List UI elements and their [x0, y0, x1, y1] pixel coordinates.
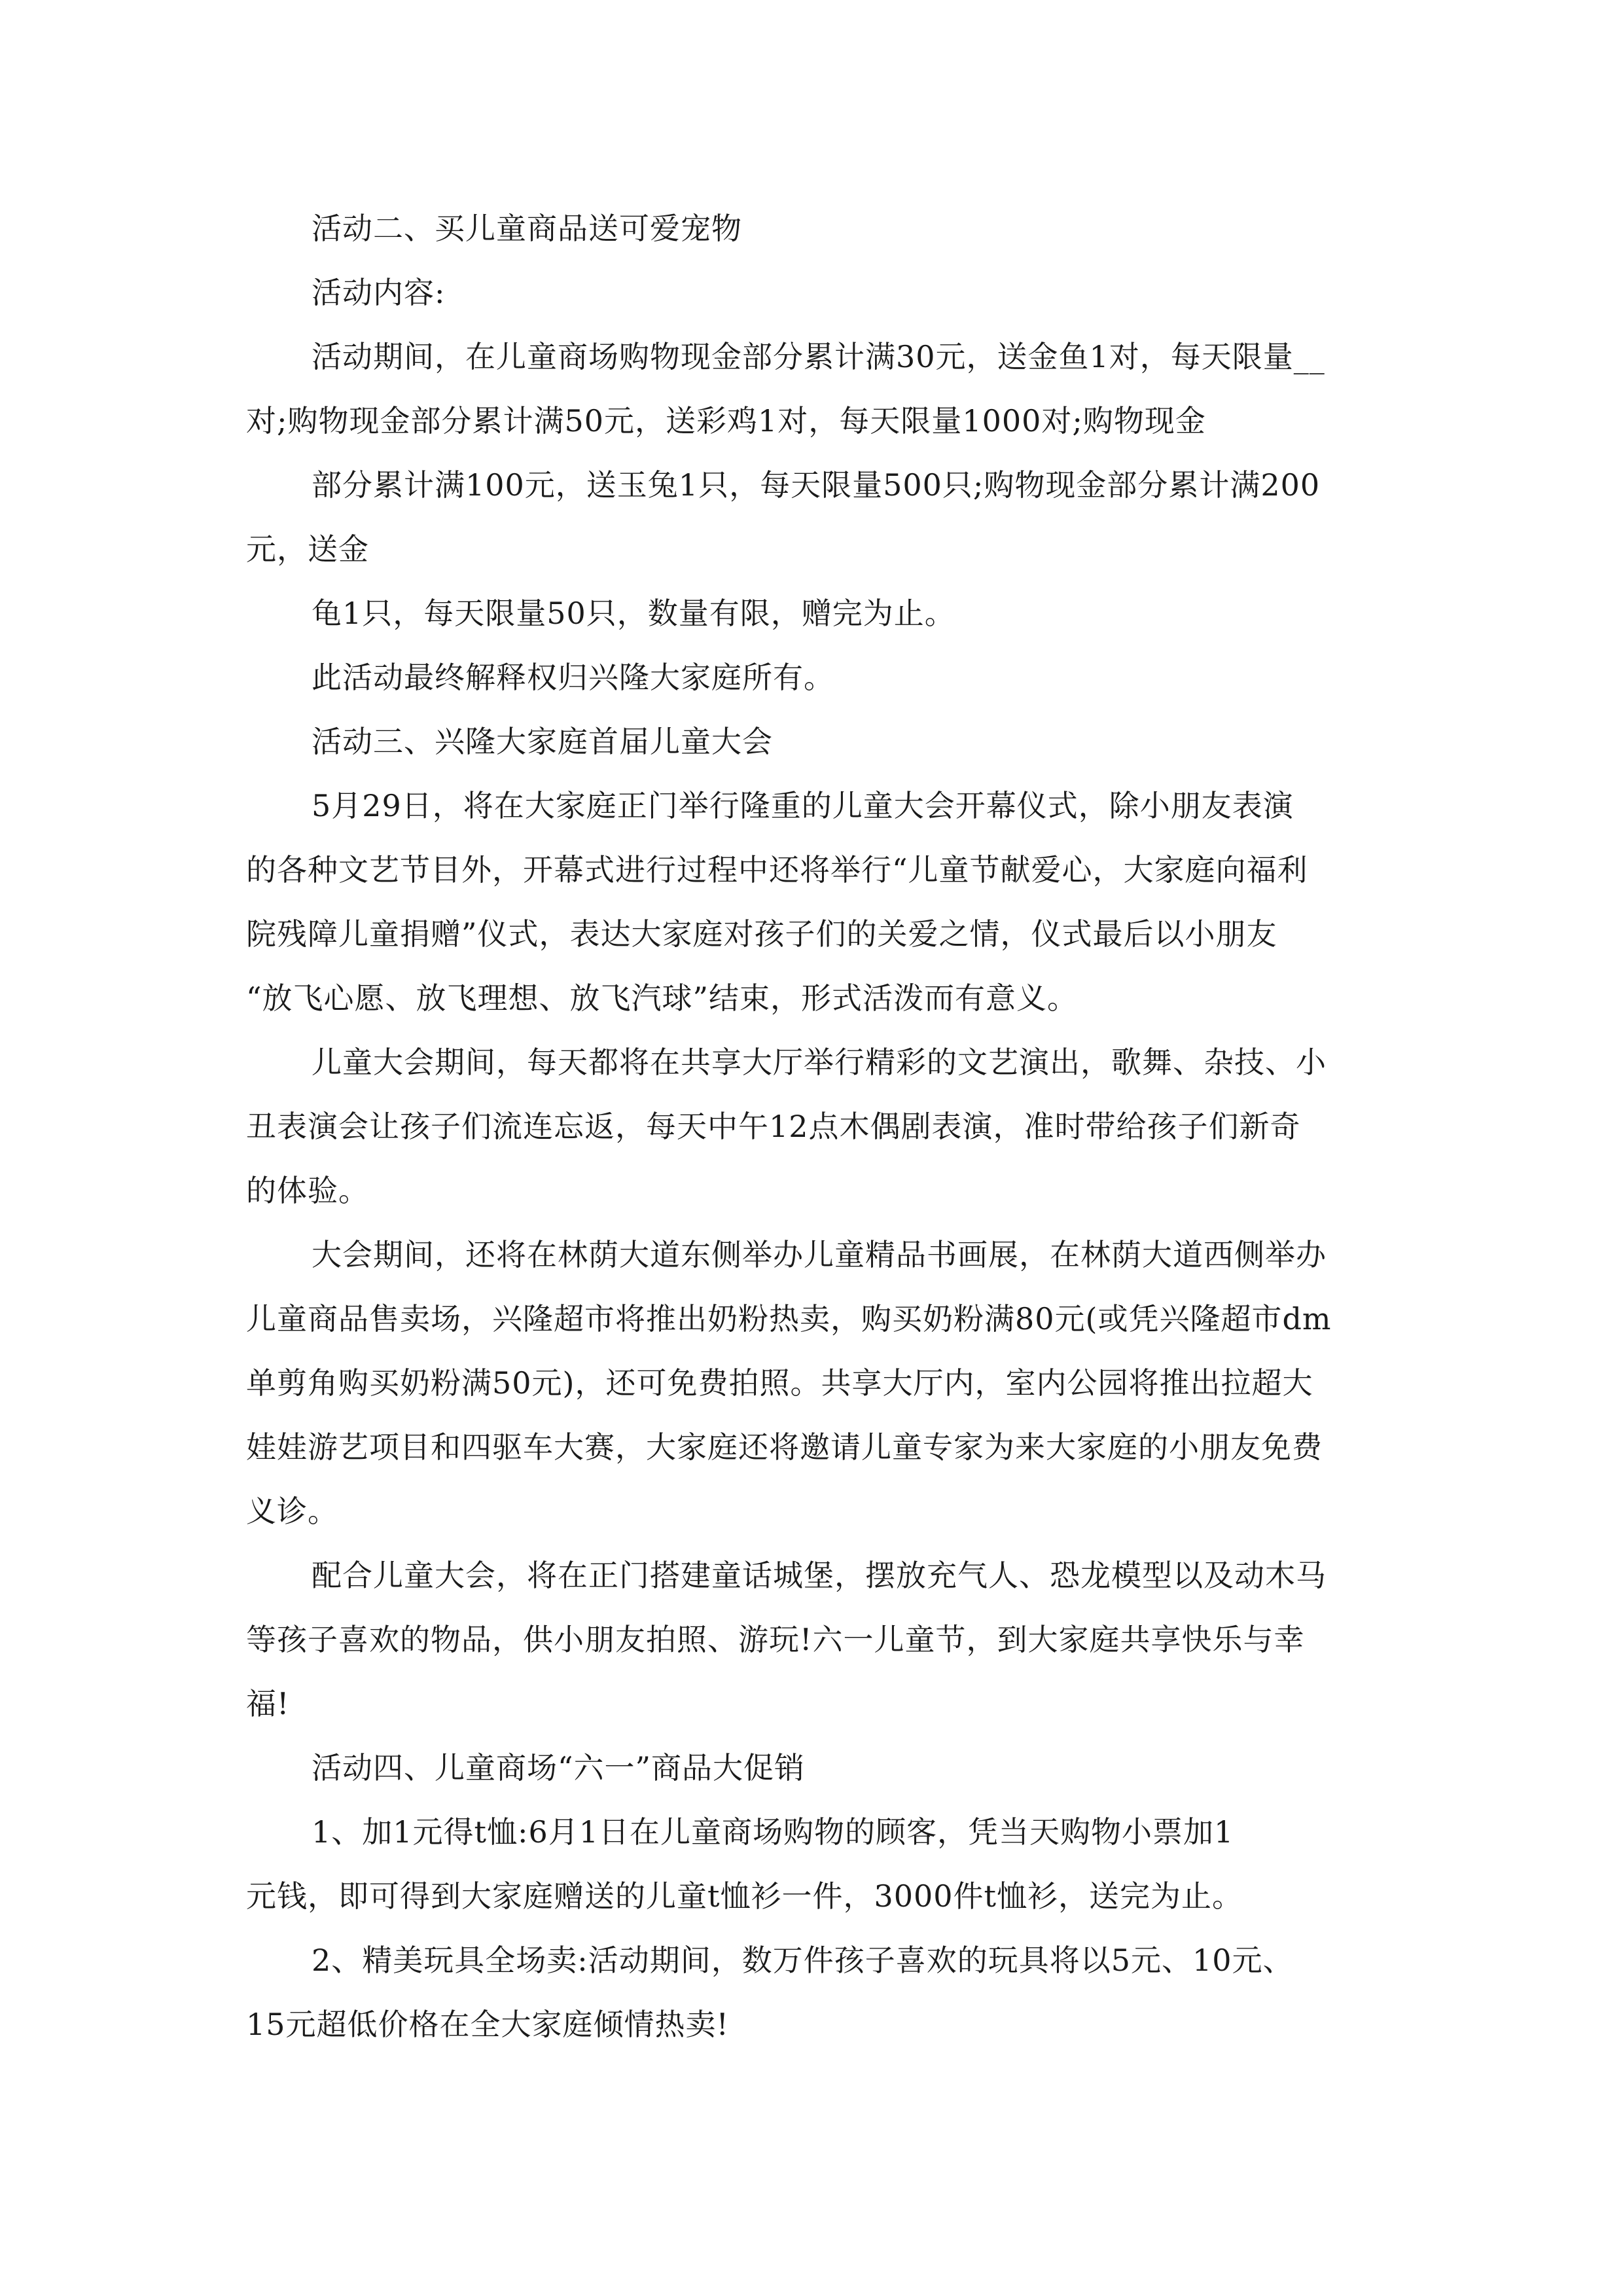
- paragraph-line: 儿童大会期间，每天都将在共享大厅举行精彩的文艺演出，歌舞、杂技、小: [312, 1045, 1327, 1080]
- document-body: [246, 196, 1398, 2056]
- paragraph-line: 部分累计满100元，送玉兔1只，每天限量500只;购物现金部分累计满200: [312, 467, 1321, 503]
- paragraph-line: 活动期间，在儿童商场购物现金部分累计满30元，送金鱼1对，每天限量__: [312, 339, 1325, 374]
- paragraph-line: 15元超低价格在全大家庭倾情热卖!: [246, 2007, 730, 2042]
- paragraph-line: 院残障儿童捐赠”仪式，表达大家庭对孩子们的关爱之情，仪式最后以小朋友: [246, 916, 1277, 952]
- paragraph-line: 娃娃游艺项目和四驱车大赛，大家庭还将邀请儿童专家为来大家庭的小朋友免费: [246, 1429, 1323, 1465]
- heading-activity-two: 活动二、买儿童商品送可爱宠物: [312, 211, 742, 246]
- paragraph-line: 对;购物现金部分累计满50元，送彩鸡1对，每天限量1000对;购物现金: [246, 403, 1206, 439]
- heading-activity-four: 活动四、儿童商场“六一”商品大促销: [312, 1750, 806, 1785]
- paragraph-line: 的体验。: [246, 1173, 369, 1208]
- activity-content-label: 活动内容:: [312, 275, 446, 310]
- paragraph-line: 的各种文艺节目外，开幕式进行过程中还将举行“儿童节献爱心，大家庭向福利: [246, 852, 1308, 888]
- paragraph-line: 配合儿童大会，将在正门搭建童话城堡，摆放充气人、恐龙模型以及动木马: [312, 1558, 1327, 1593]
- paragraph-line: 元，送金: [246, 531, 369, 567]
- paragraph-line: 大会期间，还将在林荫大道东侧举办儿童精品书画展，在林荫大道西侧举办: [312, 1237, 1327, 1272]
- paragraph-line: 2、精美玩具全场卖:活动期间，数万件孩子喜欢的玩具将以5元、10元、: [312, 1943, 1294, 1978]
- paragraph-line: 等孩子喜欢的物品，供小朋友拍照、游玩!六一儿童节，到大家庭共享快乐与幸: [246, 1622, 1305, 1657]
- paragraph-line: 龟1只，每天限量50只，数量有限，赠完为止。: [312, 596, 955, 631]
- paragraph-line: 元钱，即可得到大家庭赠送的儿童t恤衫一件，3000件t恤衫，送完为止。: [246, 1878, 1243, 1914]
- paragraph-line: 义诊。: [246, 1494, 338, 1529]
- paragraph-line: 5月29日，将在大家庭正门举行隆重的儿童大会开幕仪式，除小朋友表演: [312, 788, 1294, 823]
- paragraph-line: “放飞心愿、放飞理想、放飞汽球”结束，形式活泼而有意义。: [246, 980, 1079, 1016]
- paragraph-line: 丑表演会让孩子们流连忘返，每天中午12点木偶剧表演，准时带给孩子们新奇: [246, 1109, 1301, 1144]
- paragraph-line: 此活动最终解释权归兴隆大家庭所有。: [312, 660, 834, 695]
- heading-activity-three: 活动三、兴隆大家庭首届儿童大会: [312, 724, 773, 759]
- paragraph-line: 单剪角购买奶粉满50元)，还可免费拍照。共享大厅内，室内公园将推出拉超大: [246, 1365, 1313, 1401]
- paragraph-line: 福!: [246, 1686, 290, 1721]
- paragraph-line: 儿童商品售卖场，兴隆超市将推出奶粉热卖，购买奶粉满80元(或凭兴隆超市dm: [246, 1301, 1332, 1336]
- paragraph-line: 1、加1元得t恤:6月1日在儿童商场购物的顾客，凭当天购物小票加1: [312, 1814, 1234, 1850]
